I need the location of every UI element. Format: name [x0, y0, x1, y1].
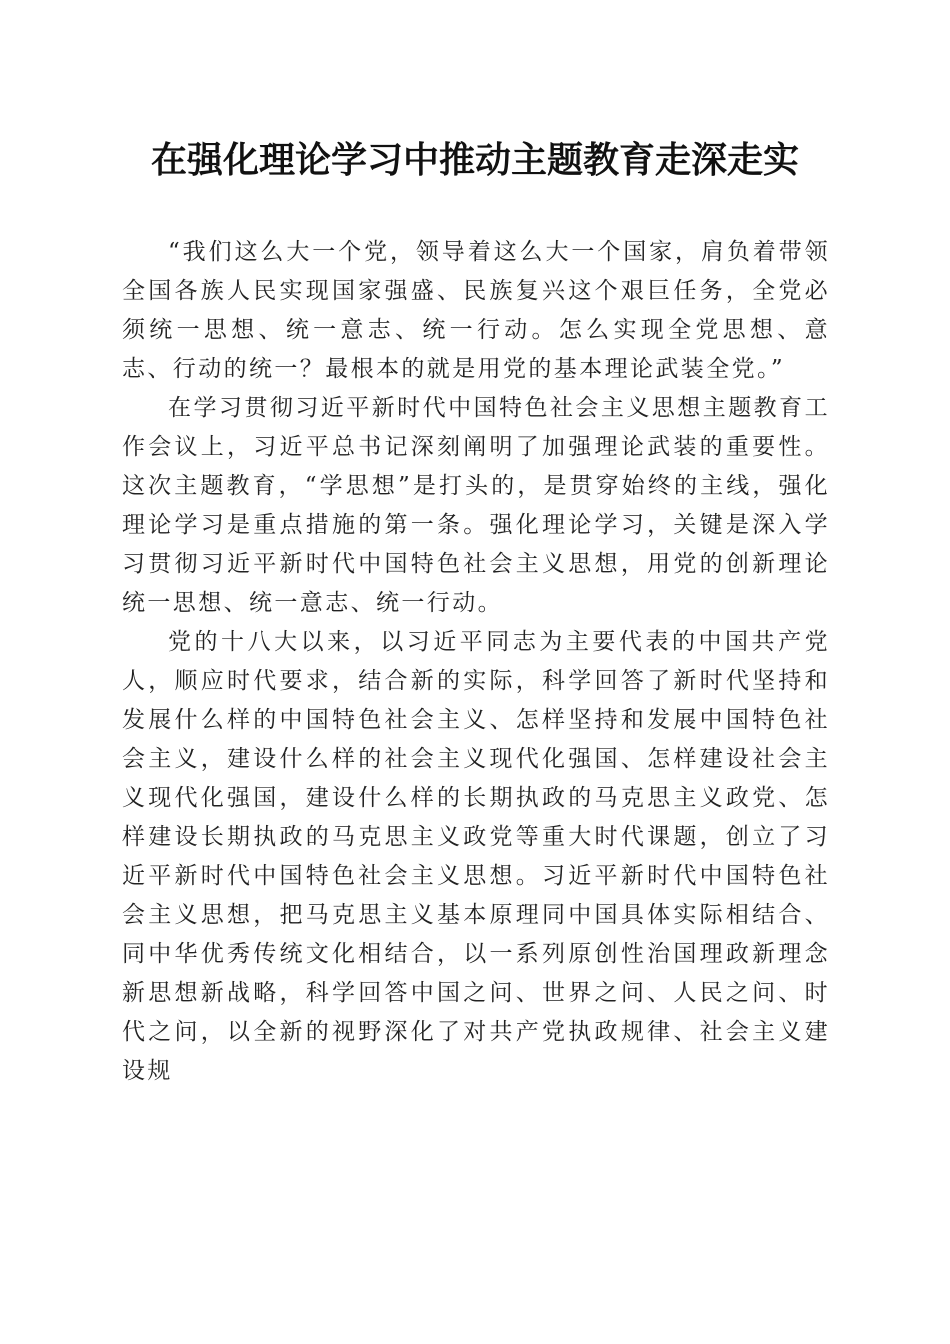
document-body	[122, 233, 830, 1091]
paragraph-meeting: 在学习贯彻习近平新时代中国特色社会主义思想主题教育工作会议上，习近平总书记深刻阐明了加强理论武装的重要性。这次主题教育，“学思想”是打头的，是贯穿始终的主线，强化理论学习是重点措施的第一条。强化理论学习，关键是深入学习贯彻习近平新时代中国特色社会主义思想，用党的创新理论统一思想、统一意志、统一行动。	[122, 395, 830, 616]
paragraph-quote: “我们这么大一个党，领导着这么大一个国家，肩负着带领全国各族人民实现国家强盛、民族复兴这个艰巨任务，全党必须统一思想、统一意志、统一行动。怎么实现全党思想、意志、行动的统一？最根本的就是用党的基本理论武装全党。”	[122, 239, 830, 382]
paragraph-since-18th-congress: 党的十八大以来，以习近平同志为主要代表的中国共产党人，顺应时代要求，结合新的实际，科学回答了新时代坚持和发展什么样的中国特色社会主义、怎样坚持和发展中国特色社会主义，建设什么样的社会主义现代化强国、怎样建设社会主义现代化强国，建设什么样的长期执政的马克思主义政党、怎样建设长期执政的马克思主义政党等重大时代课题，创立了习近平新时代中国特色社会主义思想。习近平新时代中国特色社会主义思想，把马克思主义基本原理同中国具体实际相结合、同中华优秀传统文化相结合，以一系列原创性治国理政新理念新思想新战略，科学回答中国之问、世界之问、人民之问、时代之问，以全新的视野深化了对共产党执政规律、社会主义建设规	[122, 629, 830, 1084]
document-title: 在强化理论学习中推动主题教育走深走实	[150, 139, 799, 181]
